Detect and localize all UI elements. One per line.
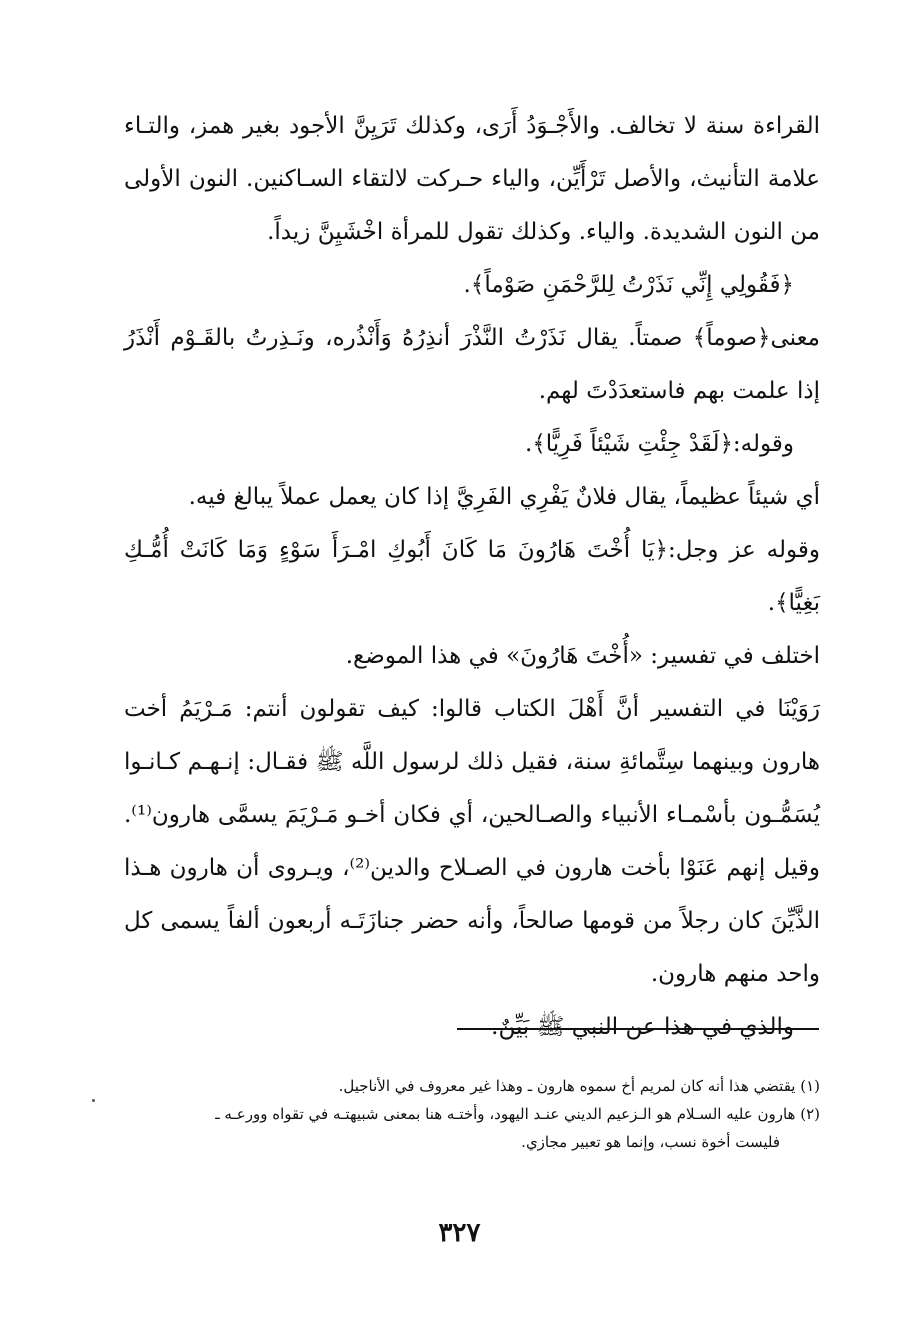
footnote-2-continued: فليست أخوة نسب، وإنما هو تعبير مجازي. (521, 1133, 780, 1151)
footnote-divider (457, 1028, 819, 1030)
paragraph-ikhtilaf: اختلف في تفسير: «أُخْتَ هَارُونَ» في هذا الموضع. (345, 643, 820, 669)
footnotes (118, 1072, 820, 1156)
quran-verse-fariyya: وقوله:﴿لَقَدْ جِئْتِ شَيْئاً فَرِيًّا﴾. (525, 431, 794, 457)
page-number: ٣٢٧ (438, 1218, 481, 1248)
paragraph-fariyya-meaning: أي شيئاً عظيماً، يقال فلانٌ يَفْرِي الفَرِيَّ إذا كان يعمل عملاً يبالغ فيه. (188, 484, 820, 510)
paragraph-grammar-note: القراءة سنة لا تخالف. والأَجْـوَدُ أَرَى، وكذلك تَرَيِنَّ الأجود بغير همز، والتـاء علامة التأنيث، والأصل تَرْأَيِّن، والياء حـركت لالتقاء السـاكنين. النون الأولى من النون الشديدة. والياء. وكذلك تقول للمرأة اخْشَيِنَّ زيداً. (124, 113, 820, 245)
quran-verse-fasting: ﴿فَقُولِي إِنِّي نَذَرْتُ لِلرَّحْمَنِ صَوْماً﴾. (463, 272, 794, 298)
paragraph-meaning-sawm: معنى﴿صوماً﴾ صمتاً. يقال نَذَرْتُ النَّذْرَ أنذِرُهُ وَأَنْذُره، ونَـذِرتُ بالقَـوْم أَنْذَرُ إذا علمت بهم فاستعدَدْتَ لهم. (124, 325, 820, 404)
main-text (124, 100, 820, 1054)
scan-speck (92, 1099, 95, 1102)
footnote-2: (٢) هارون عليه السـلام هو الـزعيم الديني عنـد اليهود، وأختـه هنا بمعنى شبيهتـه في تقواه وورعـه ـ (215, 1105, 820, 1123)
paragraph-tafsir-harun: رَوَيْنَا في التفسير أنَّ أَهْلَ الكتاب قالوا: كيف تقولون أنتم: مَـرْيَمُ أخت هارون وبينهما سِتَّمائةِ سنة، فقيل ذلك لرسول اللَّه ﷺ فقـال: إنـهـم كـانـوا يُسَمُّـون بأسْمـاء الأنبياء والصـالحين، أي فكان أخـو مَـرْيَمَ يسمَّى هارون⁽¹⁾. وقيل إنهم عَنَوْا بأخت هارون في الصـلاح والدين⁽²⁾، ويـروى أن هارون هـذا الذَّيِّنَ كان رجلاً من قومها صالحاً، وأنه حضر جنازَتَـه أربعون ألفاً يسمى كل واحد منهم هارون. (124, 696, 820, 987)
footnote-1: (١) يقتضي هذا أنه كان لمريم أخ سموه هارون ـ وهذا غير معروف في الأناجيل. (338, 1077, 820, 1095)
paragraph-conclusion: والذي في هذا عن النبي ﷺ بَيِّنٌ. (491, 1014, 794, 1040)
quran-verse-ukht-harun: وقوله عز وجل:﴿يَا أُخْتَ هَارُونَ مَا كَانَ أَبُوكِ امْـرَأَ سَوْءٍ وَمَا كَانَتْ أُمُّـكِ بَغِيًّا﴾. (124, 537, 820, 616)
